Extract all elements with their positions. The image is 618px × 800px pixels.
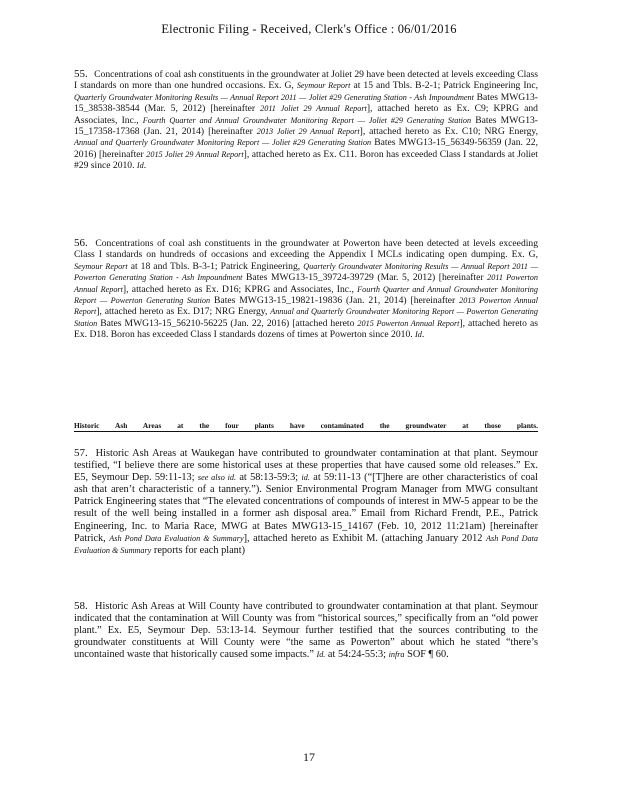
paragraph-text: ], attached hereto as Exhibit M. (attaching January 2012: [243, 532, 486, 544]
paragraph-text: Concentrations of coal ash constituents in the groundwater at Powerton have been detected at levels exceeding Class I standards on hundreds of occasions and exceeding the Appendix I MCLs indicating open dumping. Ex. G,: [74, 238, 538, 261]
citation-italic: Id: [415, 330, 422, 340]
citation-italic: 2013 Powerton Annual Report: [74, 296, 538, 317]
paragraph-57: [74, 447, 538, 557]
paragraph-text: at 18 and Tbls. B-3-1; Patrick Engineering,: [127, 260, 304, 272]
citation-italic: Ash Pond Data Evaluation & Summary: [109, 533, 244, 543]
citation-italic: Seymour Report: [296, 81, 351, 91]
paragraph-55: [74, 69, 538, 172]
paragraph-number: 55.: [74, 68, 88, 80]
citation-italic: infra: [388, 650, 405, 660]
citation-italic: 2015 Powerton Annual Report: [357, 318, 460, 328]
paragraph-text: ], attached hereto as Ex. C10; NRG Energy,: [359, 126, 538, 138]
citation-italic: Quarterly Groundwater Monitoring Results — Annual Report 2011 — Joliet #29 Generating Station - Ash Impoundment: [74, 92, 474, 102]
paragraph-58: [74, 600, 538, 661]
paragraph-number: 57.: [74, 447, 88, 459]
paragraph-text: Bates MWG13-15_17358-17368 (Jan. 21, 2014) [hereinafter: [74, 114, 538, 138]
paragraph-text: SOF ¶ 60.: [404, 649, 449, 661]
paragraph-text: Bates MWG13-15_56210-56225 (Jan. 22, 2016) [attached hereto: [97, 317, 358, 329]
citation-italic: Annual and Quarterly Groundwater Monitoring Report — Joliet #29 Generating Station: [74, 138, 372, 148]
citation-italic: Id: [136, 161, 144, 171]
paragraph-text: ], attached hereto as Ex. D17; NRG Energy,: [96, 306, 271, 318]
paragraph-text: Historic Ash Areas at Waukegan have contributed to groundwater contamination at that plant. Seymour testified, “I believe there are some historical uses at these properties that have caused some old releases.” Ex. E5, Seymour Dep. 59:11-13;: [74, 448, 538, 484]
citation-italic: Id.: [316, 650, 326, 660]
paragraph-text: ], attached hereto as Ex. C11. Boron has exceeded Class I standards at Joliet #29 since 2010.: [74, 148, 538, 172]
paragraph-number: 58.: [74, 600, 88, 612]
paragraph-text: Concentrations of coal ash constituents in the groundwater at Joliet 29 have been detected at levels exceeding Class I standards on more than one hundred occasions. Ex. G,: [74, 69, 538, 92]
paragraph-text: Bates MWG13-15_39724-39729 (Mar. 5, 2012) [hereinafter: [242, 272, 488, 284]
paragraph-text: at 58:13-59:3;: [236, 472, 302, 484]
citation-italic: 2015 Joliet 29 Annual Report: [146, 149, 244, 159]
paragraph-text: Bates MWG13-15_38538-38544 (Mar. 5, 2012) [hereinafter: [74, 91, 538, 115]
paragraph-number: 56.: [74, 237, 88, 249]
citation-italic: Seymour Report: [74, 261, 128, 271]
citation-italic: 2011 Powerton Annual Report: [74, 273, 538, 294]
paragraph-text: Bates MWG13-15_19821-19836 (Jan. 21, 2014) [hereinafter: [210, 295, 460, 307]
paragraph-text: Historic Ash Areas at Will County have contributed to groundwater contamination at that plant. Seymour indicated that the contamination at Will County was from “historical sources,” specifically from an “old power plant.” Ex. E5, Seymour Dep. 53:13-14. Seymour further testified that the sources contributing to the groundwater constituents at Will County were “the same as Powerton” about which he stated “there’s uncontained waste that historically caused some impacts.”: [74, 601, 538, 661]
filing-header: Electronic Filing - Received, Clerk's Office : 06/01/2016: [161, 22, 457, 36]
citation-italic: Annual and Quarterly Groundwater Monitoring Report — Powerton Generating Station: [74, 307, 538, 328]
section-heading: Historic Ash Areas at the four plants have contaminated the groundwater at those plants.: [74, 421, 538, 430]
citation-italic: 2013 Joliet 29 Annual Report: [256, 127, 360, 137]
paragraph-text: Bates MWG13-15_56349-56359 (Jan. 22, 2016) [hereinafter: [74, 137, 538, 160]
paragraph-text: ], attached hereto as Ex. C9; KPRG and Associates, Inc.,: [74, 103, 538, 126]
paragraph-text: .: [143, 160, 147, 172]
citation-italic: 2011 Joliet 29 Annual Report: [260, 104, 367, 114]
citation-italic: Fourth Quarter and Annual Groundwater Monitoring Report — Powerton Generating Station: [74, 284, 538, 306]
citation-italic: Quarterly Groundwater Monitoring Results — Annual Report 2011 — Powerton Generating Station - Ash Impoundment: [74, 261, 538, 283]
page-number: 17: [303, 750, 315, 764]
paragraph-text: reports for each plant): [151, 544, 246, 556]
paragraph-56: [74, 238, 538, 341]
paragraph-text: .: [421, 329, 425, 341]
paragraph-text: at 15 and Tbls. B-2-1; Patrick Engineering Inc,: [350, 80, 538, 92]
citation-italic: id.: [301, 473, 310, 483]
citation-italic: see also id.: [197, 473, 237, 483]
paragraph-text: at 59:11-13 (“[T]here are other characteristics of coal ash that aren’t characteristic of a tannery.”). Senior Environmental Program Manager from MWG consultant Patrick Engineering states that “The elevated concentrations of compounds of interest in MW-5 appear to be the result of the well being installed in a former ash disposal area.” Email from Richard Frendt, P.E., Patrick Engineering, Inc. to Maria Race, MWG at Bates MWG13-15_14167 (Feb. 10, 2012 11:21am) [hereinafter Patrick,: [74, 472, 538, 544]
paragraph-text: ], attached hereto as Ex. D18. Boron has exceeded Class I standards dozens of times at Powerton since 2010.: [74, 317, 538, 341]
paragraph-text: at 54:24-55:3;: [325, 649, 389, 661]
paragraph-text: ], attached hereto as Ex. D16; KPRG and Associates, Inc.,: [122, 283, 358, 295]
citation-italic: Fourth Quarter and Annual Groundwater Monitoring Report — Joliet #29 Generating Station: [142, 115, 472, 125]
citation-italic: Ash Pond Data Evaluation & Summary: [74, 533, 538, 555]
